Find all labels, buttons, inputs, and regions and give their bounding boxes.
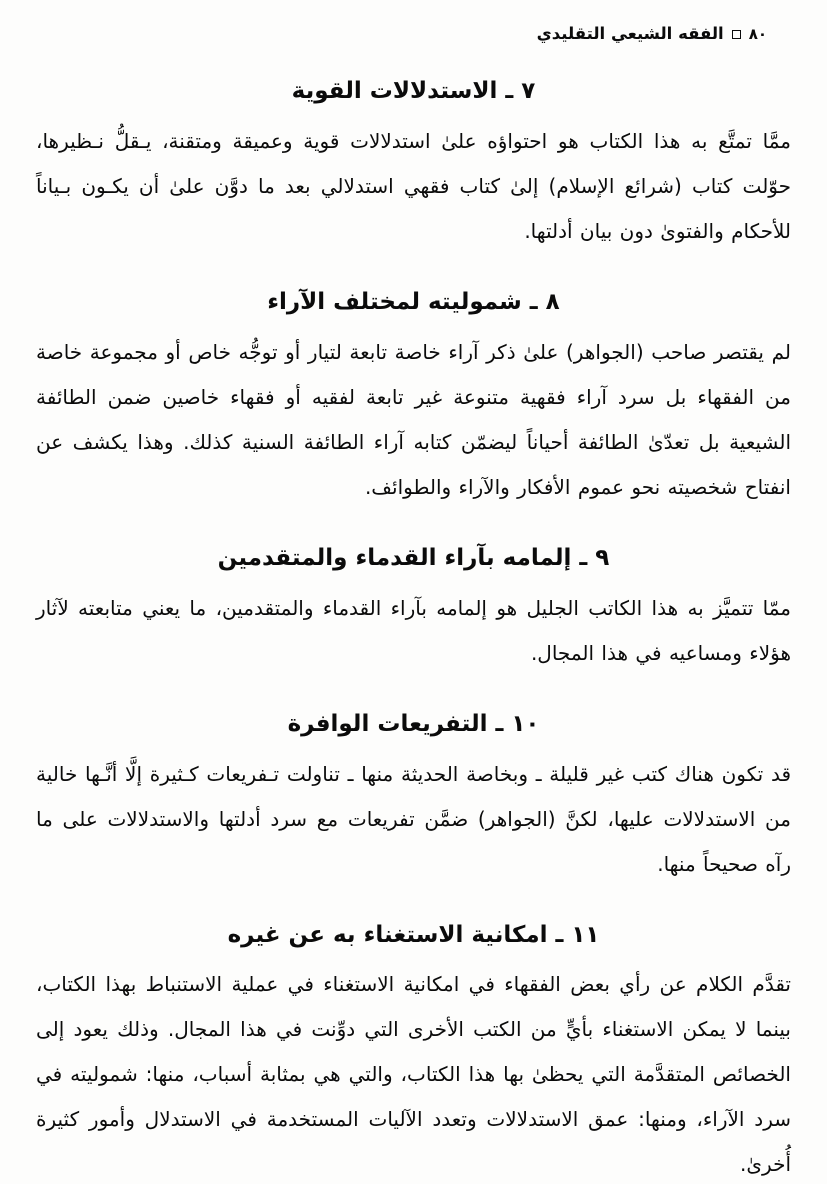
section-paragraph: قد تكون هناك كتب غير قليلة ـ وبخاصة الحديثة منها ـ تناولت تـفريعات كـثيرة إلَّا أنَّـها خالية من الاستدلالات عليها، لكنَّ (الجواهر) ضمَّن تفريعات مع سرد أدلتها والاستدلالات على ما رآه صحيحاً منها. xyxy=(36,761,791,876)
section-paragraph: لم يقتصر صاحب (الجواهر) علىٰ ذكر آراء خاصة تابعة لتيار أو توجُّه خاص أو مجموعة خاصة من الفقهاء بل سرد آراء فقهية متنوعة غير تابعة لفقيه أو فقهاء خاصين ضمن الطائفة الشيعية بل تعدّىٰ الطائفة أحياناً ليضمّن كتابه آراء الطائفة السنية كذلك. وهذا يكشف عن انفتاح شخصيته نحو عموم الأفكار والآراء والطوائف. xyxy=(36,339,791,499)
page-number: ٨٠ xyxy=(748,24,767,43)
section-8-comprehensiveness-of-opinions xyxy=(36,288,791,510)
section-paragraph: ممّا تتميَّز به هذا الكاتب الجليل هو إلمامه بآراء القدماء والمتقدمين، ما يعني متابعته لآثار هؤلاء ومساعيه في هذا المجال. xyxy=(36,595,791,665)
section-heading: ٩ ـ إلمامه بآراء القدماء والمتقدمين xyxy=(217,544,610,571)
section-11-sufficiency-over-others xyxy=(36,921,791,1184)
section-paragraph: ممَّا تمتَّع به هذا الكتاب هو احتواؤه علىٰ استدلالات قوية وعميقة ومتقنة، يـقلُّ نـظيرها، حوّلت كتاب (شرائع الإسلام) إلىٰ كتاب فقهي استدلالي بعد ما دوَّن علىٰ أن يكـون بـياناً للأحكام والفتوىٰ دون بيان أدلتها. xyxy=(36,128,791,243)
book-title: الفقه الشيعي التقليدي xyxy=(536,24,724,43)
section-7-strong-argumentations xyxy=(36,77,791,254)
section-10-abundant-ramifications xyxy=(36,710,791,887)
section-heading: ٨ ـ شموليته لمختلف الآراء xyxy=(267,288,560,315)
white-square-icon xyxy=(732,30,741,39)
section-heading: ١٠ ـ التفريعات الوافرة xyxy=(287,710,540,737)
running-header xyxy=(36,24,767,43)
section-heading: ١١ ـ امكانية الاستغناء به عن غيره xyxy=(227,921,600,948)
section-paragraph: تقدَّم الكلام عن رأي بعض الفقهاء في امكانية الاستغناء في عملية الاستنباط بهذا الكتاب، بينما لا يمكن الاستغناء بأيٍّ من الكتب الأخرى التي دوِّنت في هذا المجال. وذلك يعود إلى الخصائص المتقدَّمة التي يحظىٰ بها هذا الكتاب، والتي هي بمثابة أسباب، منها: شموليته في سرد الآراء، ومنها: عمق الاستدلالات وتعدد الآليات المستخدمة في الاستدلال وأمور كثيرة أُخرىٰ. xyxy=(36,972,791,1177)
section-9-knowledge-of-early-scholars xyxy=(36,544,791,676)
section-heading: ٧ ـ الاستدلالات القوية xyxy=(291,78,536,104)
